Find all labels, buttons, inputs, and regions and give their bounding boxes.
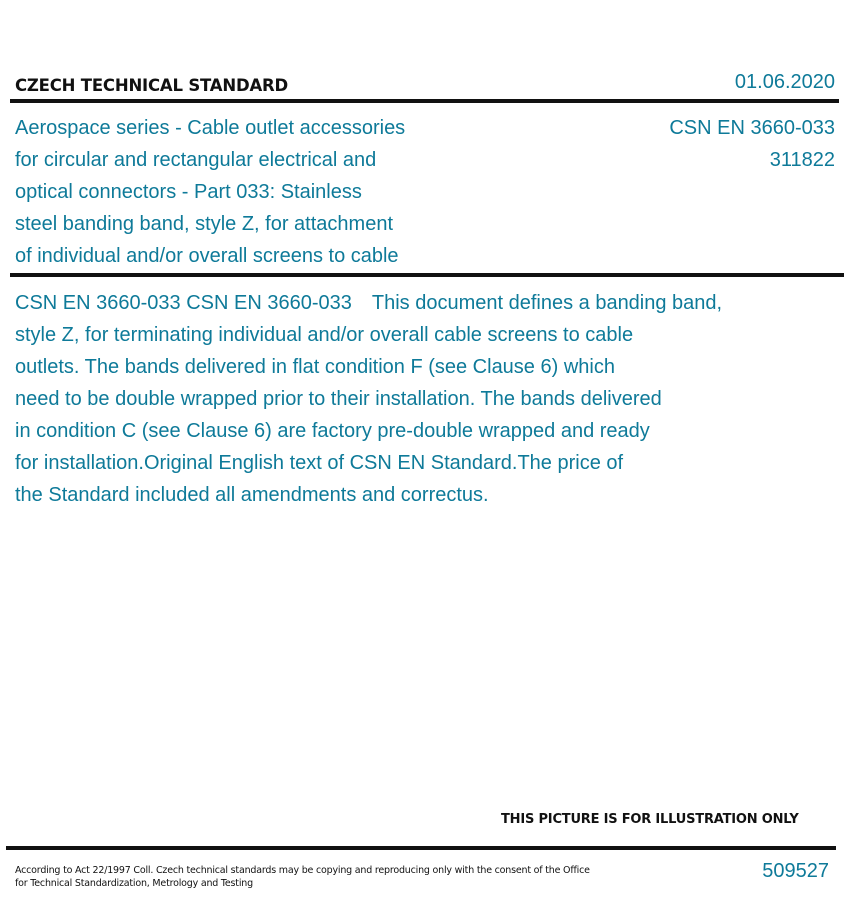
- illustration-disclaimer: THIS PICTURE IS FOR ILLUSTRATION ONLY: [501, 812, 799, 827]
- document-title-line: steel banding band, style Z, for attachment: [15, 213, 393, 235]
- abstract-line: outlets. The bands delivered in flat condition F (see Clause 6) which: [15, 356, 615, 378]
- document-identifiers: [669, 112, 835, 176]
- standard-type-heading: CZECH TECHNICAL STANDARD: [15, 76, 289, 95]
- document-title-line: of individual and/or overall screens to cable: [15, 245, 399, 267]
- publication-date: 01.06.2020: [734, 71, 835, 93]
- footer-divider: [6, 846, 836, 850]
- abstract-line: in condition C (see Clause 6) are factory pre-double wrapped and ready: [15, 420, 650, 442]
- document-title-line: optical connectors - Part 033: Stainless: [15, 181, 362, 203]
- abstract-line: This document defines a banding band,: [371, 292, 723, 314]
- catalog-number: 311822: [769, 149, 835, 171]
- document-title-line: for circular and rectangular electrical and: [15, 149, 377, 171]
- abstract-line: style Z, for terminating individual and/or overall cable screens to cable: [15, 324, 634, 346]
- header-divider: [10, 99, 839, 103]
- legal-notice-line: According to Act 22/1997 Coll. Czech technical standards may be copying and reproducing only with the consent of the Office: [15, 865, 590, 876]
- product-code: 509527: [762, 860, 829, 882]
- legal-notice: [15, 864, 595, 890]
- abstract-line: need to be double wrapped prior to their installation. The bands delivered: [15, 388, 662, 410]
- abstract-first-line: [15, 287, 805, 319]
- abstract-codes: CSN EN 3660-033 CSN EN 3660-033: [15, 292, 352, 314]
- abstract-line: the Standard included all amendments and correctus.: [15, 484, 489, 506]
- document-title-line: Aerospace series - Cable outlet accessories: [15, 117, 406, 139]
- standard-number: CSN EN 3660-033: [669, 117, 835, 139]
- title-divider: [10, 273, 844, 277]
- document-title: [15, 112, 455, 272]
- abstract: [15, 287, 805, 511]
- abstract-line: for installation.Original English text of CSN EN Standard.The price of: [15, 452, 624, 474]
- legal-notice-line: for Technical Standardization, Metrology and Testing: [15, 878, 253, 889]
